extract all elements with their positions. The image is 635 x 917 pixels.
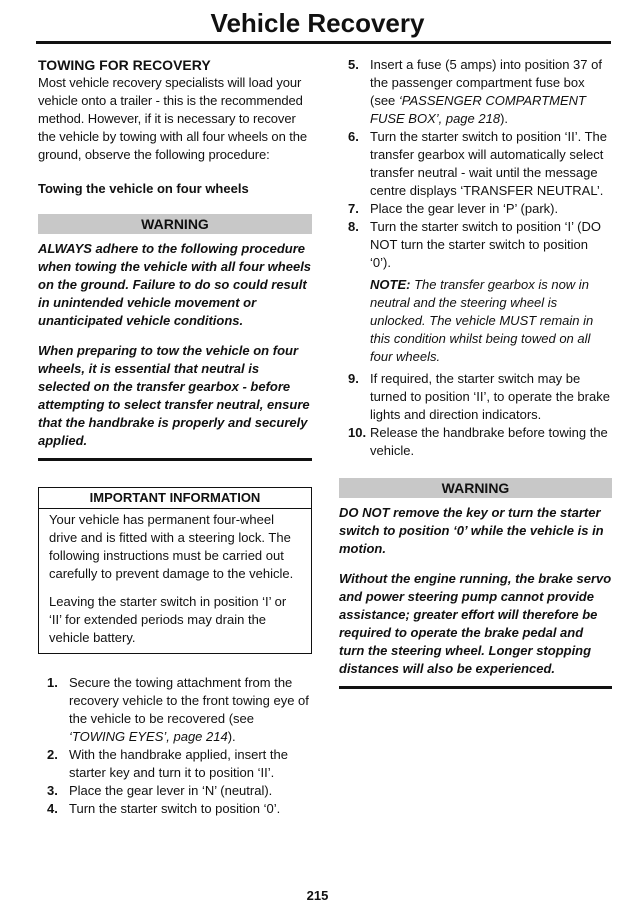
steps-list: [38, 674, 312, 818]
page-number: 215: [306, 888, 329, 903]
info-header: IMPORTANT INFORMATION: [39, 488, 311, 509]
step-number: 8.: [348, 219, 359, 234]
title-rule: [36, 41, 611, 44]
intro-paragraph: Most vehicle recovery specialists will load your vehicle onto a trailer - this is the recommended method. However, if it is necessary to recover the vehicle by towing with all four wheels on the ground, observe the following procedure:: [38, 75, 307, 162]
warning-header: WARNING: [339, 478, 612, 498]
right-column: [339, 56, 612, 689]
list-item: [38, 782, 312, 800]
step-number: 2.: [47, 747, 58, 762]
warning-paragraph: DO NOT remove the key or turn the starter switch to position ‘0’ while the vehicle is in motion.: [339, 505, 604, 556]
list-item: [339, 424, 612, 460]
warning-divider: [339, 686, 612, 689]
step-text: Insert a fuse (5 amps) into position 37 of the passenger compartment fuse box (see ‘PASSENGER COMPARTMENT FUSE BOX’, page 218).: [370, 57, 602, 126]
list-item: [339, 370, 612, 424]
section-heading: TOWING FOR RECOVERY: [38, 57, 211, 73]
step-text: With the handbrake applied, insert the starter key and turn it to position ‘II’.: [69, 747, 288, 780]
step-text: If required, the starter switch may be turned to position ‘II’, to operate the brake lights and direction indicators.: [370, 371, 610, 422]
subheading: Towing the vehicle on four wheels: [38, 181, 249, 196]
warning-paragraph: Without the engine running, the brake servo and power steering pump cannot provide assistance; greater effort will therefore be required to operate the brake pedal and turn the steering wheel. Longer stopping distances will also be experienced.: [339, 571, 612, 676]
list-item: [38, 674, 312, 746]
step-text: Turn the starter switch to position ‘0’.: [69, 801, 281, 816]
step-number: 3.: [47, 783, 58, 798]
step-text: Place the gear lever in ‘P’ (park).: [370, 201, 559, 216]
info-body: [39, 509, 311, 653]
step-number: 9.: [348, 371, 359, 386]
info-paragraph: Leaving the starter switch in position ‘I’ or ‘II’ for extended periods may drain the vehicle battery.: [49, 594, 287, 645]
step-number: 4.: [47, 801, 58, 816]
warning-header: WARNING: [38, 214, 312, 234]
list-item: [339, 218, 612, 272]
list-item: [38, 800, 312, 818]
step-number: 5.: [348, 57, 359, 72]
step-text: Release the handbrake before towing the vehicle.: [370, 425, 608, 458]
note-text: The transfer gearbox is now in neutral and the steering wheel is unlocked. The vehicle MUST remain in this condition whilst being towed on all four wheels.: [370, 277, 594, 364]
warning-divider: [38, 458, 312, 461]
step-text: Turn the starter switch to position ‘II’. The transfer gearbox will automatically select transfer neutral - wait until the message centre displays ‘TRANSFER NEUTRAL’.: [370, 129, 607, 198]
list-item: [339, 200, 612, 218]
step-text: Place the gear lever in ‘N’ (neutral).: [69, 783, 273, 798]
left-column: [38, 56, 312, 818]
warning-paragraph: ALWAYS adhere to the following procedure when towing the vehicle with all four wheels on the ground. Failure to do so could result in unintended vehicle movement or unanticipated vehicle conditions.: [38, 241, 312, 328]
info-paragraph: Your vehicle has permanent four-wheel drive and is fitted with a steering lock. The following instructions must be carried out carefully to prevent damage to the vehicle.: [49, 512, 294, 581]
list-item: [38, 746, 312, 782]
step-number: 7.: [348, 201, 359, 216]
list-item: [339, 56, 612, 128]
warning-body: [339, 504, 612, 678]
step-number: 1.: [47, 675, 58, 690]
step-text: Secure the towing attachment from the recovery vehicle to the front towing eye of the vehicle to be recovered (see ‘TOWING EYES’, page 214).: [69, 675, 309, 744]
page-reference: ‘TOWING EYES’, page 214: [69, 729, 228, 744]
important-info-box: [38, 487, 312, 654]
step-number: 10.: [348, 425, 367, 440]
step-number: 6.: [348, 129, 359, 144]
step-text: Turn the starter switch to position ‘I’ (DO NOT turn the starter switch to position ‘0’).: [370, 219, 601, 270]
warning-body: [38, 240, 312, 450]
page-reference: ‘PASSENGER COMPARTMENT FUSE BOX’, page 218: [370, 93, 586, 126]
note-label: NOTE:: [370, 277, 411, 292]
note: [370, 276, 612, 366]
warning-paragraph: When preparing to tow the vehicle on four wheels, it is essential that neutral is selected on the transfer gearbox - before attempting to select transfer neutral, ensure that the handbrake is properly and securely applied.: [38, 343, 310, 448]
page-title: Vehicle Recovery: [210, 8, 425, 38]
list-item: [339, 128, 612, 200]
